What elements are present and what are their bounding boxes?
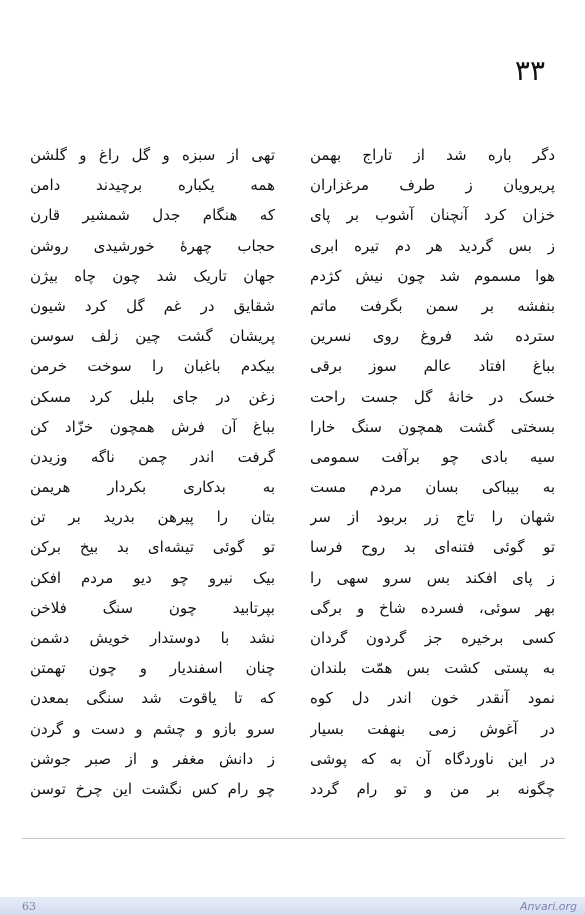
verse-line: هوا مسموم شد چون نیش کژدم <box>310 266 555 285</box>
verse-line: خسک در خانهٔ گل جست راحت <box>310 387 555 406</box>
verse-line: تهی از سبزه و گل راغ و گلشن <box>30 146 275 164</box>
verse-line: به بدکاری بکردار هریمن <box>30 478 275 497</box>
verse-line: به بیباکی بسان مردم مست <box>310 478 555 497</box>
verse-line: که هنگام جدل شمشیر قارن <box>30 206 275 225</box>
verse-line: حجاب چهرهٔ خورشیدی روشن <box>30 236 275 255</box>
verse-line: ز بس گردید هر دم تیره ابری <box>310 236 555 255</box>
verse-line: زغن در جای بلبل کرد مسکن <box>30 387 275 406</box>
verse-line: تو گوئی فتنه‌ای بد روح فرسا <box>310 538 555 557</box>
verse-line: گرفت اندر چمن ناگه وزیدن <box>30 447 275 466</box>
footer-divider <box>22 838 565 839</box>
verse-line: کسی برخیره جز گردون گردان <box>310 629 555 647</box>
verse-line: بیک نیرو چو دیو مردم افکن <box>30 568 275 587</box>
verse-line: ز پای افکند بس سرو سهی را <box>310 568 555 587</box>
verse-line: بتان را پیرهن بدرید بر تن <box>30 508 275 527</box>
verse-line: سترده شد فروغ روی نسرین <box>310 327 555 346</box>
verse-line: بهر سوئی، فسرده شاخ و برگی <box>310 598 555 617</box>
verse-line: همه یکباره برچیدند دامن <box>30 176 275 195</box>
verse-line: سیه بادی چو برآفت سمومی <box>310 447 555 466</box>
verse-line: چو رام کس نگشت این چرخ توسن <box>30 779 275 798</box>
verse-line: شهان را تاج زر بربود از سر <box>310 508 555 527</box>
verse-line: که تا یاقوت شد سنگی بمعدن <box>30 689 275 708</box>
verse-line: سرو بازو و چشم و دست و گردن <box>30 719 275 738</box>
poem-body <box>30 140 555 804</box>
verse-line: دگر باره شد از تاراج بهمن <box>310 146 555 164</box>
footer-bar <box>0 897 585 915</box>
verse-line: بیکدم باغبان را سوخت خرمن <box>30 357 275 376</box>
verse-line: بسختی گشت همچون سنگ خارا <box>310 417 555 436</box>
verse-line: بباغ افتاد عالم سوز برقی <box>310 357 555 376</box>
verse-line: چنان اسفندیار و چون تهمتن <box>30 659 275 678</box>
footer-site-label[interactable]: Anvari.org <box>519 900 577 913</box>
verse-line: به پستی کشت بس همّت بلندان <box>310 659 555 678</box>
verse-line: شقایق در غم گل کرد شیون <box>30 296 275 315</box>
verse-line: بنفشه بر سمن بگرفت ماتم <box>310 296 555 315</box>
page-number: ۳۳ <box>514 54 545 87</box>
poem-column-right <box>310 140 555 804</box>
verse-line: تو گوئی تیشه‌ای بد بیخ برکن <box>30 538 275 557</box>
verse-line: ز دانش مغفر و از صبر جوشن <box>30 749 275 768</box>
verse-line: پریشان گشت چین زلف سوسن <box>30 327 275 346</box>
verse-line: نمود آنقدر خون اندر دل کوه <box>310 689 555 708</box>
footer-page-number: 63 <box>22 900 36 913</box>
verse-line: جهان تاریک شد چون چاه بیژن <box>30 266 275 285</box>
verse-line: بپرتابید چون سنگ فلاخن <box>30 598 275 617</box>
poem-column-left <box>30 140 275 804</box>
verse-line: در آغوش زمی بنهفت بسیار <box>310 719 555 738</box>
verse-line: پریرویان ز طرف مرغزاران <box>310 176 555 195</box>
verse-line: بباغ آن فرش همچون خزّاد کن <box>30 417 275 436</box>
verse-line: چگونه بر من و تو رام گردد <box>310 779 555 798</box>
verse-line: نشد با دوستدار خویش دشمن <box>30 629 275 647</box>
verse-line: خزان کرد آنچنان آشوب بر پای <box>310 206 555 225</box>
verse-line: در این ناوردگاه آن به که پوشی <box>310 749 555 768</box>
